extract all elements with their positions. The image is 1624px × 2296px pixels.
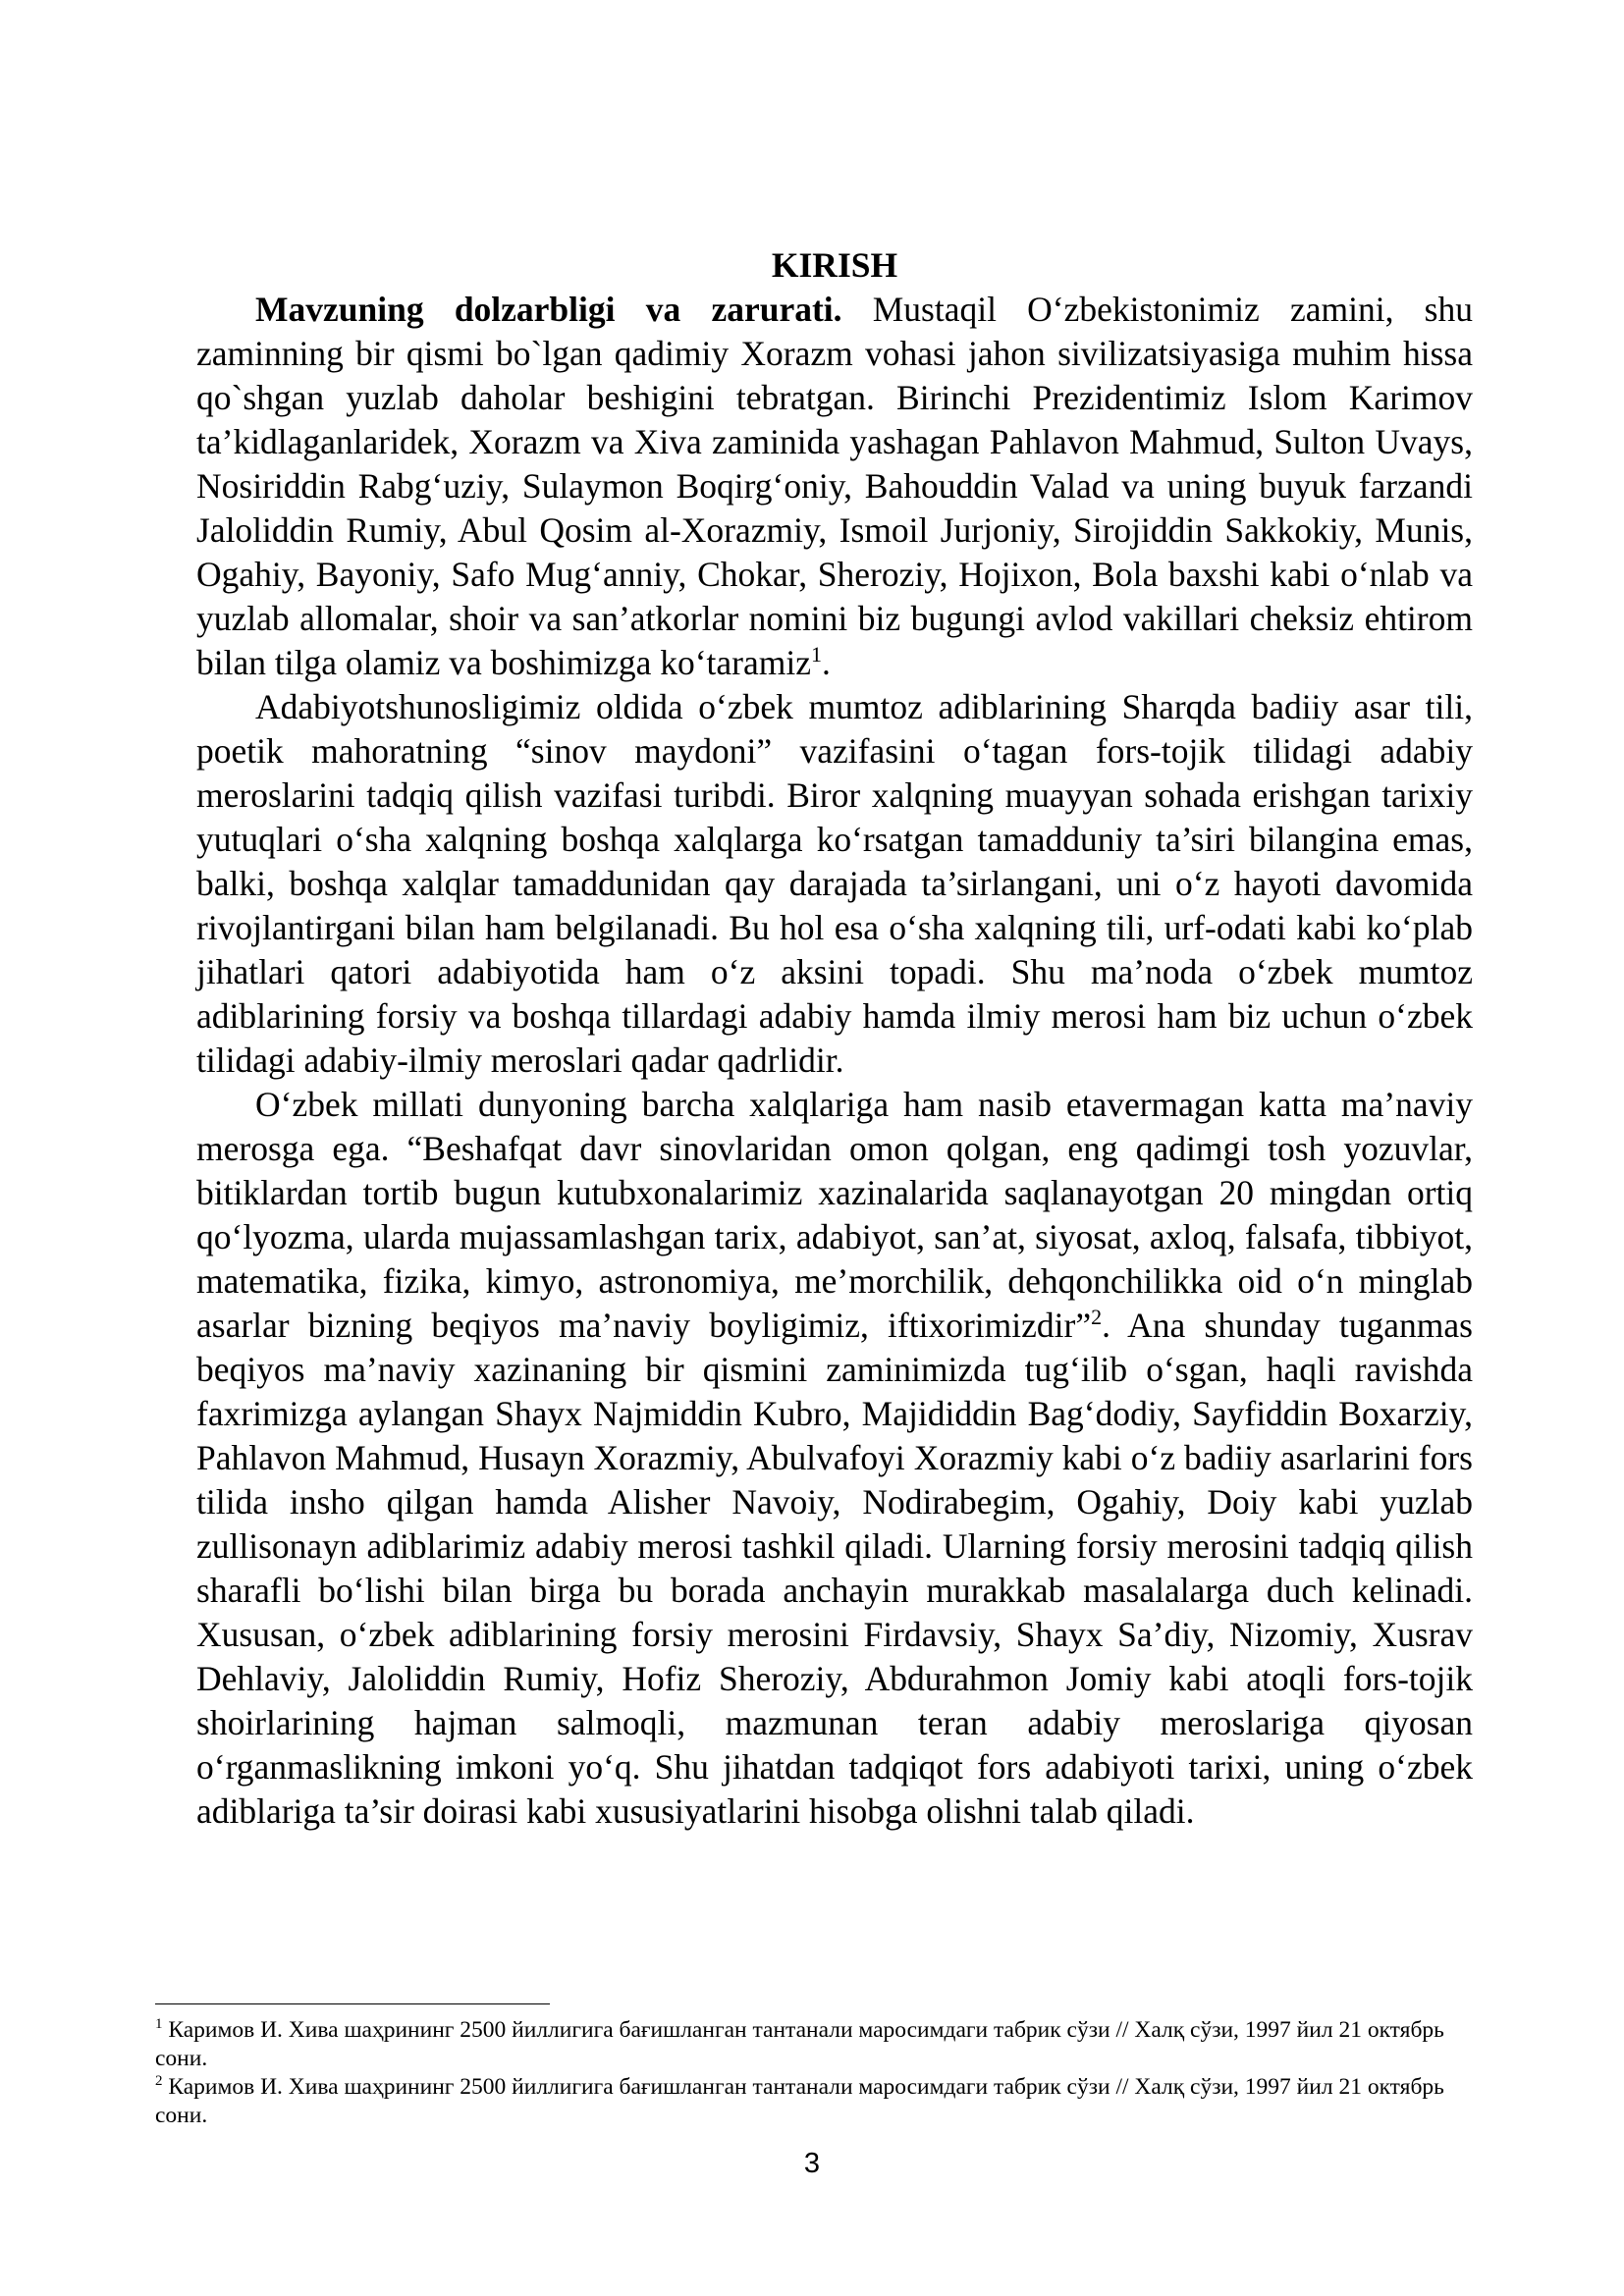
main-content: [196, 243, 1473, 1834]
paragraph-text: Adabiyotshunosligimiz oldida o‘zbek mumtoz adiblarining Sharqda badiiy asar tili, poetik mahoratning “sinov maydoni” vazifasini o‘tagan fors-tojik tilidagi adabiy meroslarini tadqiq qilish vazifasi turibdi. Biror xalqning muayyan sohada erishgan tarixiy yutuqlari o‘sha xalqning boshqa xalqlarga ko‘rsatgan tamadduniy ta’siri bilangina emas, balki, boshqa xalqlar tamaddunidan qay darajada ta’sirlangani, uni o‘z hayoti davomida rivojlantirgani bilan ham belgilanadi. Bu hol esa o‘sha xalqning tili, urf-odati kabi ko‘plab jihatlari qatori adabiyotida ham o‘z aksini topadi. Shu ma’noda o‘zbek mumtoz adiblarining forsiy va boshqa tillardagi adabiy hamda ilmiy merosi ham biz uchun o‘zbek tilidagi adabiy-ilmiy meroslari qadar qadrlidir.: [196, 687, 1473, 1080]
footnote-separator: [155, 2003, 550, 2004]
footnote-ref-2[interactable]: 2: [1091, 1305, 1103, 1330]
page-heading: KIRISH: [771, 245, 898, 285]
page-number: 3: [803, 2148, 821, 2179]
paragraph-text: Mustaqil O‘zbekistonimiz zamini, shu zaminning bir qismi bo`lgan qadimiy Xorazm vohasi jahon sivilizatsiyasiga muhim hissa qo`shgan yuzlab daholar beshigini tebratgan. Birinchi Prezidentimiz Islom Karimov ta’kidlaganlaridek, Xorazm va Xiva zaminida yashagan Pahlavon Mahmud, Sulton Uvays, Nosiriddin Rabg‘uziy, Sulaymon Boqirg‘oniy, Bahouddin Valad va uning buyuk farzandi Jaloliddin Rumiy, Abul Qosim al-Xorazmiy, Ismoil Jurjoniy, Sirojiddin Sakkokiy, Munis, Ogahiy, Bayoniy, Safo Mug‘anniy, Chokar, Sheroziy, Hojixon, Bola baxshi kabi o‘nlab va yuzlab allomalar, shoir va san’atkorlar nomini biz bugungi avlod vakillari cheksiz ehtirom bilan tilga olamiz va boshimizga ko‘taramiz: [196, 290, 1473, 682]
paragraph-lead: Mavzuning dolzarbligi va zarurati.: [255, 290, 842, 329]
footnote-number: 2: [155, 2073, 163, 2090]
paragraph-3: [196, 1083, 1473, 1834]
paragraph-2: [196, 685, 1473, 1083]
paragraph-text: O‘zbek millati dunyoning barcha xalqlariga ham nasib etavermagan katta ma’naviy merosga ega. “Beshafqat davr sinovlaridan omon qolgan, eng qadimgi tosh yozuvlar, bitiklardan tortib bugun kutubxonalarimiz xazinalarida saqlanayotgan 20 mingdan ortiq qo‘lyozma, ularda mujassamlashgan tarix, adabiyot, san’at, siyosat, axloq, falsafa, tibbiyot, matematika, fizika, kimyo, astronomiya, me’morchilik, dehqonchilikka oid o‘n minglab asarlar bizning beqiyos ma’naviy boyligimiz, iftixorimizdir”: [196, 1085, 1473, 1345]
footnote-number: 1: [155, 2016, 163, 2033]
footnote-text: Каримов И. Хива шаҳрининг 2500 йиллигига бағишланган тантанали маросимдаги табрик сўзи // Халқ сўзи, 1997 йил 21 октябрь сони.: [155, 2017, 1444, 2071]
paragraph-1: [196, 288, 1473, 685]
footnote-2: [155, 2073, 1476, 2130]
paragraph-text-end: .: [821, 643, 831, 682]
footnote-1: [155, 2016, 1476, 2073]
footnotes: [155, 2016, 1476, 2130]
footnote-text: Каримов И. Хива шаҳрининг 2500 йиллигига бағишланган тантанали маросимдаги табрик сўзи // Халқ сўзи, 1997 йил 21 октябрь сони.: [155, 2074, 1444, 2128]
footnote-ref-1[interactable]: 1: [810, 642, 822, 667]
paragraph-text-end: . Ana shunday tuganmas beqiyos ma’naviy xazinaning bir qismini zaminimizda tug‘ilib o‘sgan, haqli ravishda faxrimizga aylangan Shayx Najmiddin Kubro, Majididdin Bag‘dodiy, Sayfiddin Boxarziy, Pahlavon Mahmud, Husayn Xorazmiy, Abulvafoyi Xorazmiy kabi o‘z badiiy asarlarini fors tilida insho qilgan hamda Alisher Navoiy, Nodirabegim, Ogahiy, Doiy kabi yuzlab zullisonayn adiblarimiz adabiy merosi tashkil qiladi. Ularning forsiy merosini tadqiq qilish sharafli bo‘lishi bilan birga bu borada anchayin murakkab masalalarga duch kelinadi. Xususan, o‘zbek adiblarining forsiy merosini Firdavsiy, Shayx Sa’diy, Nizomiy, Xusrav Dehlaviy, Jaloliddin Rumiy, Hofiz Sheroziy, Abdurahmon Jomiy kabi atoqli fors-tojik shoirlarining hajman salmoqli, mazmunan teran adabiy meroslariga qiyosan o‘rganmaslikning imkoni yo‘q. Shu jihatdan tadqiqot fors adabiyoti tarixi, uning o‘zbek adiblariga ta’sir doirasi kabi xususiyatlarini hisobga olishni talab qiladi.: [196, 1306, 1473, 1831]
